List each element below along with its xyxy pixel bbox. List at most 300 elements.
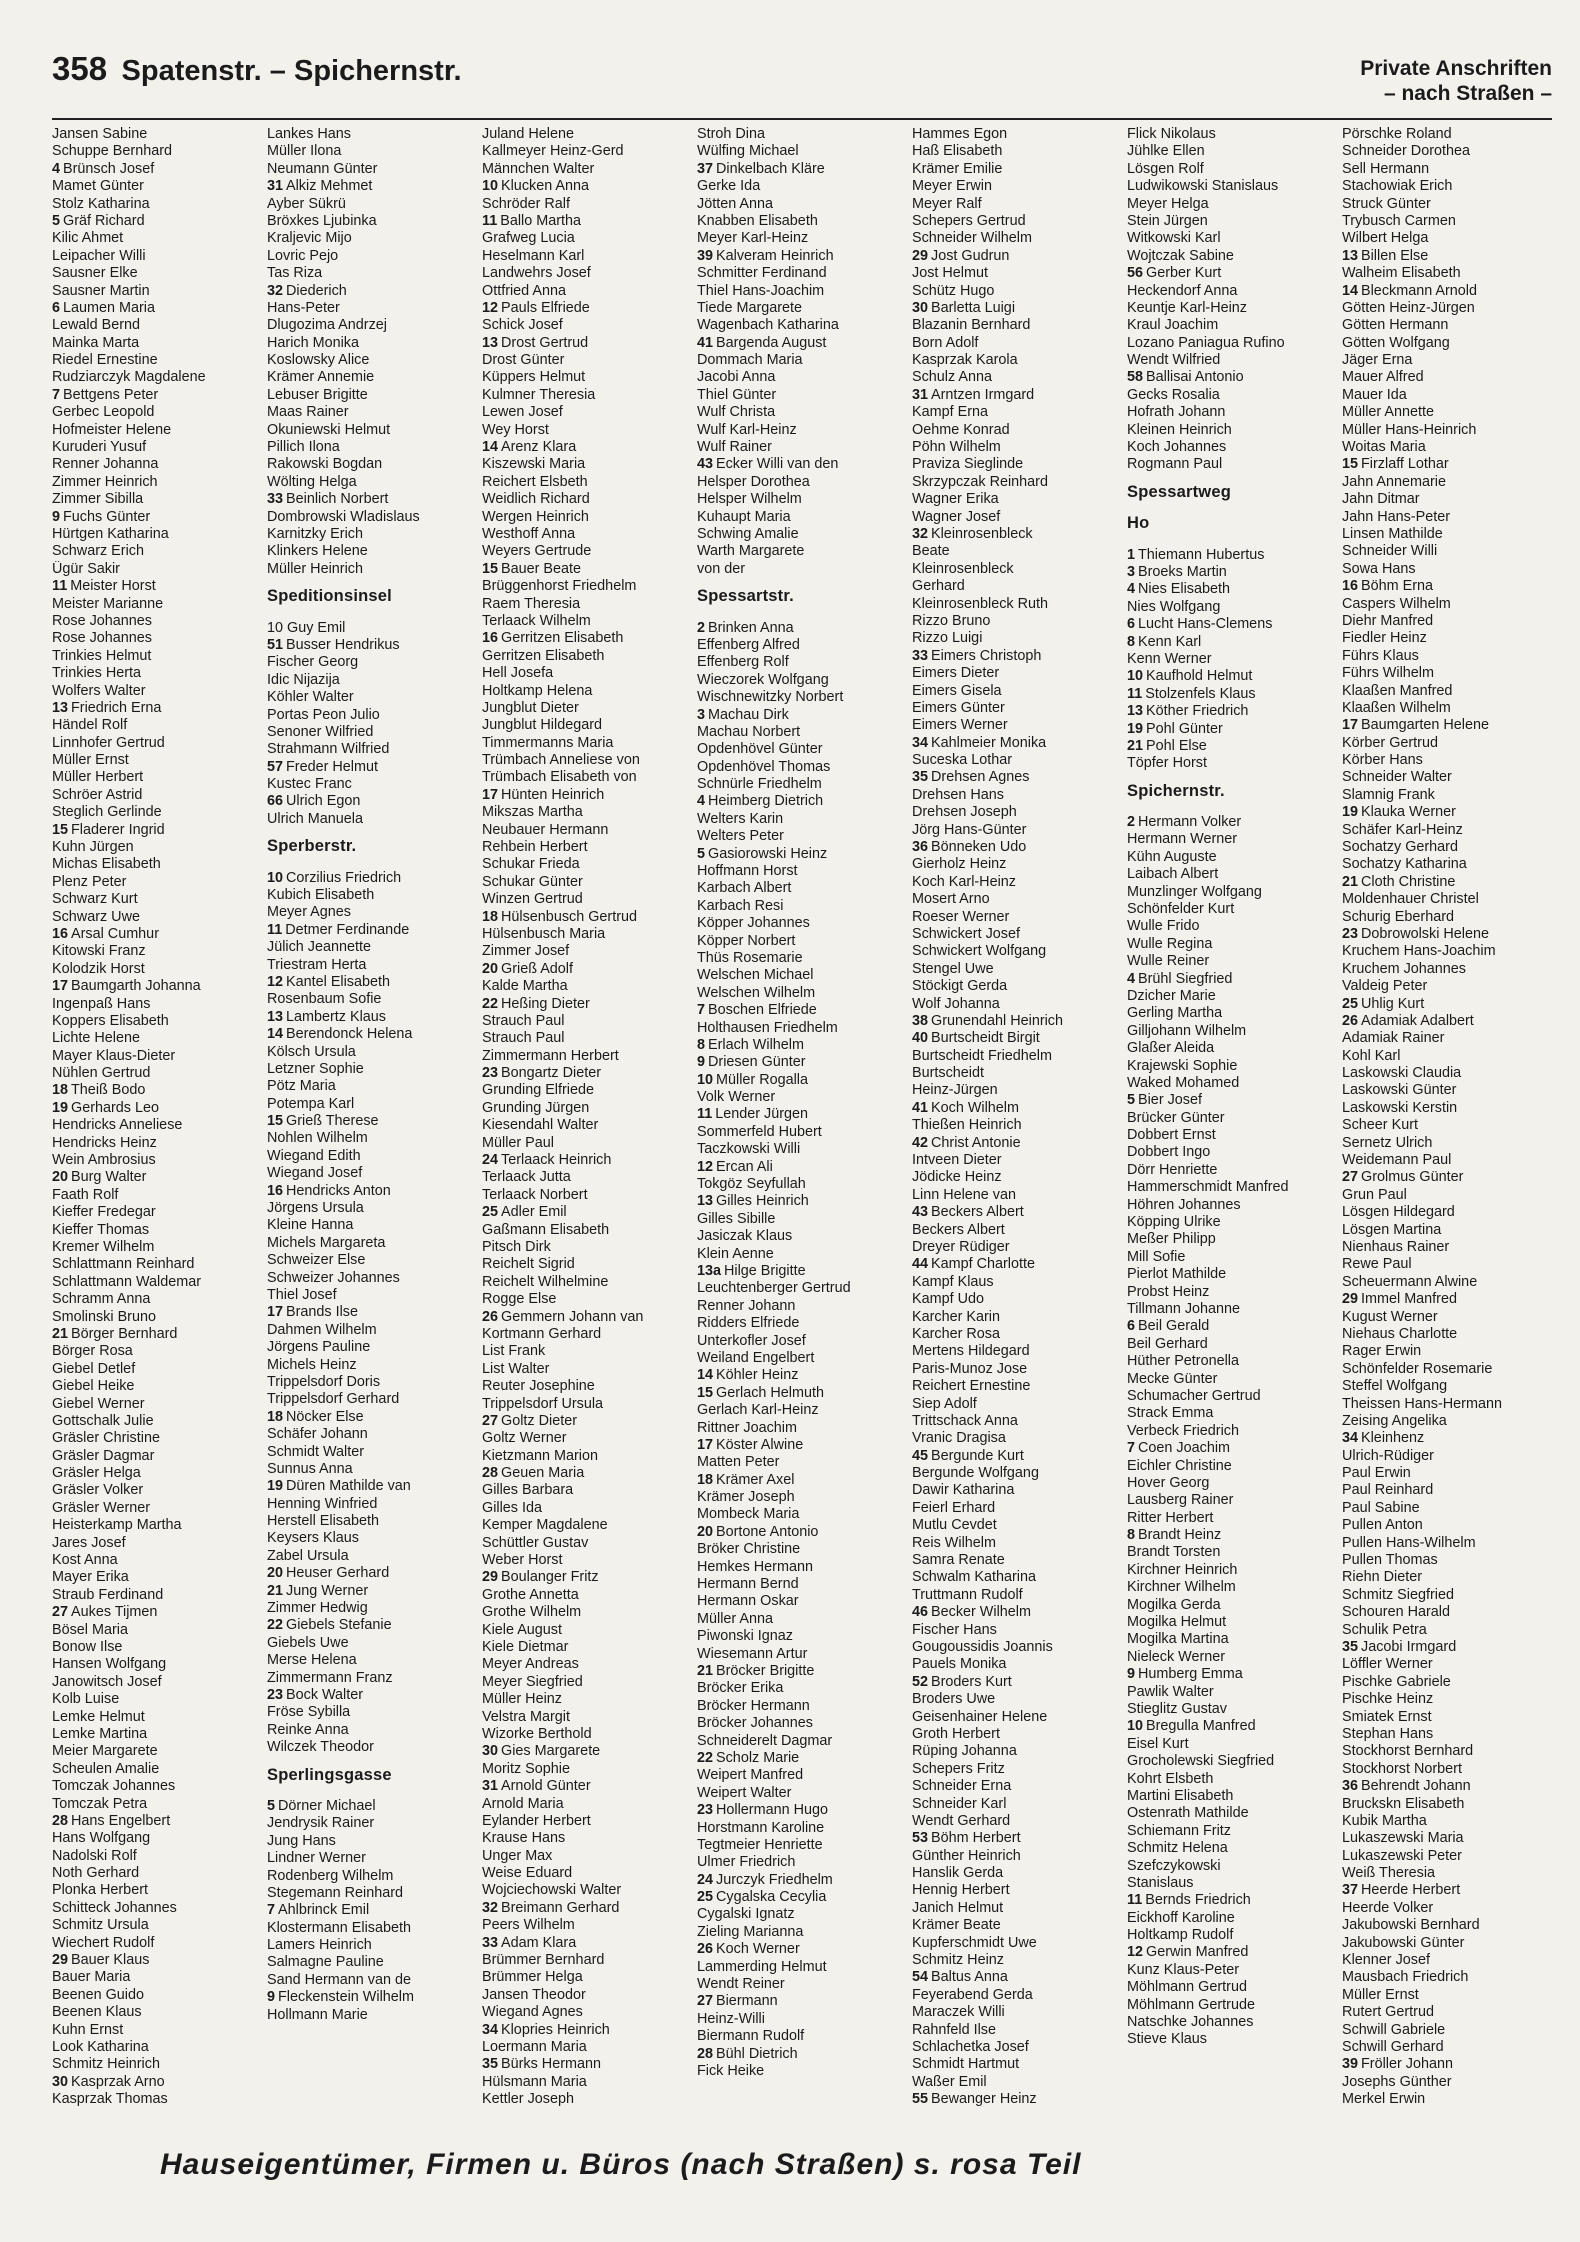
resident-name: Schneider Walter: [1342, 769, 1452, 786]
resident-entry: [1127, 1527, 1342, 1544]
resident-name: Trittschack Anna: [912, 1412, 1018, 1429]
resident-name: Ahlbrinck Emil: [278, 1902, 370, 1919]
resident-name: Ingenpaß Hans: [52, 995, 151, 1012]
resident-name: Wolf Johanna: [912, 995, 1000, 1012]
resident-entry: [267, 439, 482, 456]
resident-name: Kampf Charlotte: [931, 1256, 1035, 1273]
resident-name: Rodenberg Wilhelm: [267, 1867, 394, 1884]
resident-name: Kraljevic Mijo: [267, 230, 352, 247]
resident-entry: [52, 1100, 267, 1117]
house-number: 9: [1127, 1666, 1136, 1683]
house-number: 19: [1127, 720, 1144, 737]
resident-name: Peers Wilhelm: [482, 1917, 575, 1934]
resident-entry: [1342, 161, 1557, 178]
resident-name: Lemke Martina: [52, 1725, 148, 1742]
resident-entry: [697, 1872, 912, 1889]
resident-name: Schröder Ralf: [482, 195, 570, 212]
house-number: 4: [1127, 970, 1136, 987]
resident-name: Giebels Stefanie: [286, 1617, 392, 1634]
house-number: 35: [912, 769, 929, 786]
resident-entry: [482, 2039, 697, 2056]
resident-entry: [697, 1454, 912, 1471]
resident-name: Koch Werner: [716, 1941, 800, 1958]
resident-name: Kenn Werner: [1127, 650, 1212, 667]
resident-name: Holtkamp Rudolf: [1127, 1927, 1234, 1944]
resident-entry: [697, 880, 912, 897]
resident-name: Bergunde Kurt: [931, 1447, 1024, 1464]
resident-name: Schmitz Heinrich: [52, 2056, 160, 2073]
resident-entry: [1127, 248, 1342, 265]
resident-name: Effenberg Rolf: [697, 654, 789, 671]
resident-entry: [52, 456, 267, 473]
resident-name: Thiel Josef: [267, 1287, 337, 1303]
resident-entry: [52, 1587, 267, 1604]
resident-entry: [1127, 1231, 1342, 1248]
resident-name: Herstell Elisabeth: [267, 1513, 379, 1530]
resident-name: Zeising Angelika: [1342, 1412, 1447, 1429]
resident-entry: [1342, 1552, 1557, 1569]
resident-entry: [1342, 1065, 1557, 1082]
house-number: 23: [267, 1686, 284, 1703]
house-number: 43: [912, 1204, 929, 1221]
resident-entry: [52, 1935, 267, 1952]
resident-entry: [1342, 2039, 1557, 2056]
resident-entry: [1127, 918, 1342, 935]
resident-entry: [52, 1569, 267, 1586]
resident-entry: [482, 1969, 697, 1986]
resident-entry: [267, 1096, 482, 1113]
resident-name: Schitteck Johannes: [52, 1899, 177, 1916]
resident-entry: [912, 1239, 1127, 1256]
resident-name: Hendricks Anneliese: [52, 1117, 183, 1134]
resident-name: Kantel Elisabeth: [286, 973, 391, 990]
resident-entry: [1127, 599, 1342, 616]
resident-name: Kölsch Ursula: [267, 1043, 356, 1060]
resident-name: Wieczorek Wolfgang: [697, 671, 829, 688]
resident-entry: [912, 1848, 1127, 1865]
resident-name: Zimmer Hedwig: [267, 1600, 368, 1617]
resident-entry: [52, 752, 267, 769]
resident-name: Heuser Gerhard: [286, 1565, 390, 1582]
resident-name: Hermann Bernd: [697, 1576, 799, 1593]
resident-name: Stachowiak Erich: [1342, 178, 1453, 195]
resident-name: Wendt Reiner: [697, 1976, 785, 1993]
house-number: 20: [482, 960, 499, 977]
resident-name: Firzlaff Lothar: [1361, 456, 1449, 473]
resident-name: Kolodzik Horst: [52, 960, 145, 977]
resident-entry: [267, 1374, 482, 1391]
resident-name: Hülsenbusch Gertrud: [501, 908, 637, 925]
house-number: 54: [912, 1969, 929, 1986]
resident-name: Koch Johannes: [1127, 439, 1227, 456]
resident-name: Schäfer Karl-Heinz: [1342, 821, 1463, 838]
resident-name: Lausberg Rainer: [1127, 1492, 1234, 1509]
house-number: 21: [1342, 873, 1359, 890]
resident-name: Schwickert Wolfgang: [912, 943, 1047, 960]
resident-entry: [1127, 300, 1342, 317]
house-number: 7: [1127, 1440, 1136, 1457]
resident-name: Terlaack Norbert: [482, 1186, 588, 1203]
resident-name: Kenn Karl: [1138, 633, 1202, 650]
resident-entry: [482, 2004, 697, 2021]
house-number: 31: [267, 178, 284, 195]
resident-name: Schlattmann Waldemar: [52, 1273, 202, 1290]
resident-name: Aukes Tijmen: [71, 1604, 158, 1621]
resident-entry: [697, 741, 912, 758]
resident-entry: [697, 335, 912, 352]
resident-name: Nöcker Else: [286, 1408, 364, 1425]
resident-name: Hürtgen Katharina: [52, 525, 169, 542]
resident-entry: [1342, 1256, 1557, 1273]
resident-name: Meßer Philipp: [1127, 1231, 1216, 1248]
resident-entry: [52, 717, 267, 734]
resident-name: Freder Helmut: [286, 758, 378, 775]
resident-name: Biermann: [716, 1993, 778, 2010]
resident-entry: [267, 213, 482, 230]
resident-entry: [912, 1448, 1127, 1465]
resident-name: Maas Rainer: [267, 404, 349, 421]
house-number: 38: [912, 1012, 929, 1029]
resident-entry: [52, 1865, 267, 1882]
resident-name: Wagner Erika: [912, 491, 999, 508]
resident-name: Schwarz Erich: [52, 543, 144, 560]
resident-entry: [912, 1274, 1127, 1291]
resident-entry: [1127, 317, 1342, 334]
house-number: 8: [697, 1036, 706, 1053]
resident-name: Thiel Günter: [697, 386, 777, 403]
resident-name: Vranic Dragisa: [912, 1430, 1006, 1447]
resident-entry: [1127, 547, 1342, 564]
resident-name: Lichte Helene: [52, 1030, 141, 1047]
house-number: 41: [912, 1099, 929, 1116]
resident-name: Boschen Elfriede: [708, 1002, 817, 1019]
resident-name: Jurczyk Friedhelm: [716, 1871, 833, 1888]
resident-name: Rudziarczyk Magdalene: [52, 369, 206, 386]
resident-entry: [1127, 335, 1342, 352]
resident-name: Reuter Josephine: [482, 1378, 595, 1395]
resident-entry: [697, 474, 912, 491]
resident-name: Welters Peter: [697, 828, 784, 845]
resident-entry: [482, 648, 697, 665]
resident-name: Keysers Klaus: [267, 1530, 359, 1547]
resident-name: Wölting Helga: [267, 473, 357, 490]
resident-name: Sowa Hans: [1342, 560, 1416, 577]
resident-name: Reichelt Sigrid: [482, 1256, 575, 1273]
resident-entry: [912, 1639, 1127, 1656]
resident-name: Gilles Heinrich: [716, 1193, 809, 1210]
resident-name: Nies Wolfgang: [1127, 598, 1221, 615]
street-heading: Sperberstr.: [267, 837, 357, 856]
house-number: 30: [52, 2073, 69, 2090]
resident-name: Krämer Annemie: [267, 369, 375, 386]
resident-name: Schmitz Helena: [1127, 1840, 1228, 1857]
resident-entry: [52, 230, 267, 247]
resident-entry: [52, 335, 267, 352]
resident-entry: [697, 620, 912, 637]
resident-entry: [482, 230, 697, 247]
resident-name: Hanslik Gerda: [912, 1865, 1004, 1882]
resident-name: Beckers Albert: [912, 1221, 1005, 1238]
resident-name: Drehsen Joseph: [912, 804, 1017, 821]
resident-entry: [52, 700, 267, 717]
resident-entry: [52, 1604, 267, 1621]
resident-name: Wiechert Rudolf: [52, 1934, 155, 1951]
resident-entry: [1342, 1882, 1557, 1899]
resident-entry: [697, 1750, 912, 1767]
house-number: 25: [1342, 995, 1359, 1012]
resident-entry: [1342, 439, 1557, 456]
resident-name: Dlugozima Andrzej: [267, 317, 387, 334]
resident-entry: [482, 1309, 697, 1326]
resident-entry: [52, 1048, 267, 1065]
resident-entry: [1342, 1465, 1557, 1482]
resident-entry: [267, 1009, 482, 1026]
resident-entry: [482, 369, 697, 386]
house-number: 57: [267, 758, 284, 775]
resident-name: Nadolski Rolf: [52, 1847, 137, 1864]
house-number: 12: [1127, 1944, 1144, 1961]
resident-name: Harich Monika: [267, 334, 359, 351]
resident-entry: [52, 1030, 267, 1047]
resident-name: Dobbert Ingo: [1127, 1144, 1211, 1161]
resident-entry: [912, 596, 1127, 613]
resident-name: Bönneken Udo: [931, 839, 1027, 856]
resident-name: Fischer Georg: [267, 654, 359, 671]
resident-entry: [912, 456, 1127, 473]
resident-name: Gaßmann Elisabeth: [482, 1221, 610, 1238]
resident-name: Geuen Maria: [501, 1465, 585, 1482]
resident-name: Karbach Resi: [697, 897, 784, 914]
resident-entry: [267, 1183, 482, 1200]
resident-entry: [1342, 996, 1557, 1013]
resident-name: Dörr Henriette: [1127, 1161, 1218, 1178]
street-heading: Spessartweg: [1127, 482, 1231, 501]
resident-name: Wendt Gerhard: [912, 1812, 1011, 1829]
resident-entry: [1342, 909, 1557, 926]
house-number: 52: [912, 1673, 929, 1690]
resident-name: Taczkowski Willi: [697, 1141, 801, 1158]
resident-name: Verbeck Friedrich: [1127, 1422, 1239, 1439]
resident-name: Friedrich Erna: [71, 699, 162, 716]
house-number: 5: [697, 845, 706, 862]
resident-entry: [1127, 831, 1342, 848]
resident-entry: [912, 1726, 1127, 1743]
resident-name: Schulik Petra: [1342, 1621, 1427, 1638]
resident-name: Cygalski Ignatz: [697, 1906, 795, 1923]
resident-name: Broders Uwe: [912, 1691, 996, 1708]
resident-name: Pauls Elfriede: [501, 299, 590, 316]
resident-name: Brücker Günter: [1127, 1109, 1225, 1126]
resident-entry: [52, 126, 267, 143]
resident-entry: [912, 300, 1127, 317]
resident-entry: [1127, 988, 1342, 1005]
resident-name: Terlaack Jutta: [482, 1169, 571, 1186]
resident-entry: [1127, 1597, 1342, 1614]
resident-entry: [912, 874, 1127, 891]
resident-name: Wulle Reiner: [1127, 953, 1210, 970]
resident-name: Immel Manfred: [1361, 1291, 1457, 1308]
resident-name: Heßing Dieter: [501, 995, 590, 1012]
resident-entry: [1127, 616, 1342, 633]
resident-entry: [482, 1222, 697, 1239]
resident-name: Wülfing Michael: [697, 143, 799, 160]
resident-entry: [52, 1448, 267, 1465]
resident-entry: [1127, 1353, 1342, 1370]
resident-entry: [1342, 735, 1557, 752]
resident-entry: [697, 1767, 912, 1784]
resident-entry: [697, 1820, 912, 1837]
resident-name: Schlattmann Reinhard: [52, 1256, 195, 1273]
resident-name: Jakubowski Bernhard: [1342, 1917, 1480, 1934]
resident-entry: [1127, 265, 1342, 282]
resident-entry: [697, 491, 912, 508]
resident-name: Haß Elisabeth: [912, 143, 1003, 160]
resident-entry: [52, 1291, 267, 1308]
resident-entry: [1342, 456, 1557, 473]
resident-name: Natschke Johannes: [1127, 2014, 1254, 2031]
resident-entry: [267, 1322, 482, 1339]
resident-name: Strauch Paul: [482, 1012, 565, 1029]
resident-name: Gerlach Helmuth: [716, 1384, 824, 1401]
resident-entry: [912, 1361, 1127, 1378]
resident-entry: [52, 265, 267, 282]
resident-name: Heimberg Dietrich: [708, 793, 824, 810]
resident-name: Kiszewski Maria: [482, 456, 586, 473]
house-number: 3: [1127, 563, 1136, 580]
house-number: 34: [912, 734, 929, 751]
resident-entry: [52, 1413, 267, 1430]
house-number: 55: [912, 2091, 929, 2108]
resident-name: Rager Erwin: [1342, 1343, 1422, 1360]
resident-entry: [697, 1733, 912, 1750]
resident-name: Börger Bernhard: [71, 1325, 178, 1342]
resident-entry: [482, 978, 697, 995]
resident-entry: [697, 196, 912, 213]
resident-name: Hollermann Hugo: [716, 1802, 828, 1819]
resident-name: Scheer Kurt: [1342, 1117, 1418, 1134]
resident-name: Machau Dirk: [708, 706, 789, 723]
resident-entry: [52, 943, 267, 960]
resident-entry: [1342, 613, 1557, 630]
resident-name: Rittner Joachim: [697, 1419, 797, 1436]
resident-entry: [1342, 1813, 1557, 1830]
resident-name: Nohlen Wilhelm: [267, 1130, 368, 1147]
resident-name: Hermann Volker: [1138, 814, 1242, 831]
resident-entry: [482, 1013, 697, 1030]
resident-entry: [1342, 961, 1557, 978]
resident-name: Helsper Dorothea: [697, 473, 810, 490]
resident-entry: [52, 1361, 267, 1378]
resident-entry: [912, 439, 1127, 456]
resident-entry: [52, 1430, 267, 1447]
resident-name: Wulf Christa: [697, 404, 776, 421]
resident-entry: [52, 1639, 267, 1656]
resident-name: Jakubowski Günter: [1342, 1934, 1465, 1951]
resident-entry: [912, 1552, 1127, 1569]
resident-entry: [697, 1367, 912, 1384]
resident-name: Pawlik Walter: [1127, 1683, 1214, 1700]
house-number: 37: [1342, 1882, 1359, 1899]
resident-entry: [482, 613, 697, 630]
resident-name: Hofmeister Helene: [52, 421, 172, 438]
house-number: 29: [912, 247, 929, 264]
resident-entry: [1342, 1639, 1557, 1656]
resident-name: Fuchs Günter: [63, 508, 151, 525]
house-number: 10: [1127, 1718, 1144, 1735]
resident-entry: [1127, 1179, 1342, 1196]
house-number: 42: [912, 1134, 929, 1151]
resident-name: Praviza Sieglinde: [912, 456, 1024, 473]
resident-entry: [912, 1569, 1127, 1586]
resident-name: Smiatek Ernst: [1342, 1708, 1432, 1725]
resident-name: Wiesemann Artur: [697, 1645, 808, 1662]
resident-entry: [482, 300, 697, 317]
resident-name: Welschen Wilhelm: [697, 984, 816, 1001]
resident-name: Burtscheidt: [912, 1065, 984, 1082]
resident-entry: [1127, 1144, 1342, 1161]
resident-entry: [52, 1117, 267, 1134]
resident-name: Bröker Christine: [697, 1541, 801, 1558]
resident-name: Arenz Klara: [501, 439, 577, 456]
resident-entry: [267, 1026, 482, 1043]
house-number: 21: [52, 1325, 69, 1342]
resident-entry: [52, 178, 267, 195]
resident-entry: [1127, 1649, 1342, 1666]
resident-name: Klostermann Elisabeth: [267, 1919, 411, 1936]
resident-entry: [912, 769, 1127, 786]
resident-entry: [1127, 1771, 1342, 1788]
resident-name: Plenz Peter: [52, 873, 127, 890]
resident-entry: [52, 1065, 267, 1082]
resident-entry: [267, 1850, 482, 1867]
resident-name: Behrendt Johann: [1361, 1778, 1471, 1795]
resident-name: Hennig Herbert: [912, 1882, 1010, 1899]
resident-name: Schütz Hugo: [912, 282, 995, 299]
house-number: 43: [697, 456, 714, 473]
resident-name: List Frank: [482, 1343, 546, 1360]
resident-entry: [912, 2091, 1127, 2108]
resident-name: Rogmann Paul: [1127, 456, 1223, 473]
resident-name: Welters Karin: [697, 810, 784, 827]
resident-name: Koslowsky Alice: [267, 352, 370, 369]
resident-name: Lambertz Klaus: [286, 1008, 386, 1025]
resident-name: Gottschalk Julie: [52, 1412, 154, 1429]
resident-entry: [482, 1917, 697, 1934]
resident-name: Pischke Heinz: [1342, 1691, 1434, 1708]
resident-entry: [697, 654, 912, 671]
resident-entry: [1127, 1788, 1342, 1805]
resident-entry: [1127, 352, 1342, 369]
resident-name: Pullen Thomas: [1342, 1552, 1438, 1569]
resident-entry: [267, 1287, 482, 1304]
resident-name: Eimers Gisela: [912, 682, 1002, 699]
house-number: 33: [267, 491, 284, 508]
resident-entry: [912, 891, 1127, 908]
resident-entry: [52, 1482, 267, 1499]
resident-entry: [52, 248, 267, 265]
resident-name: Stieve Klaus: [1127, 2031, 1207, 2048]
resident-name: Feyerabend Gerda: [912, 1986, 1033, 2003]
resident-name: Stockhorst Norbert: [1342, 1760, 1462, 1777]
resident-name: List Walter: [482, 1360, 550, 1377]
resident-entry: [697, 1333, 912, 1350]
resident-entry: [482, 839, 697, 856]
resident-name: Adamiak Rainer: [1342, 1030, 1445, 1047]
resident-entry: [1127, 564, 1342, 581]
resident-entry: [267, 1513, 482, 1530]
resident-entry: [1342, 1969, 1557, 1986]
resident-name: Mogilka Martina: [1127, 1631, 1229, 1648]
